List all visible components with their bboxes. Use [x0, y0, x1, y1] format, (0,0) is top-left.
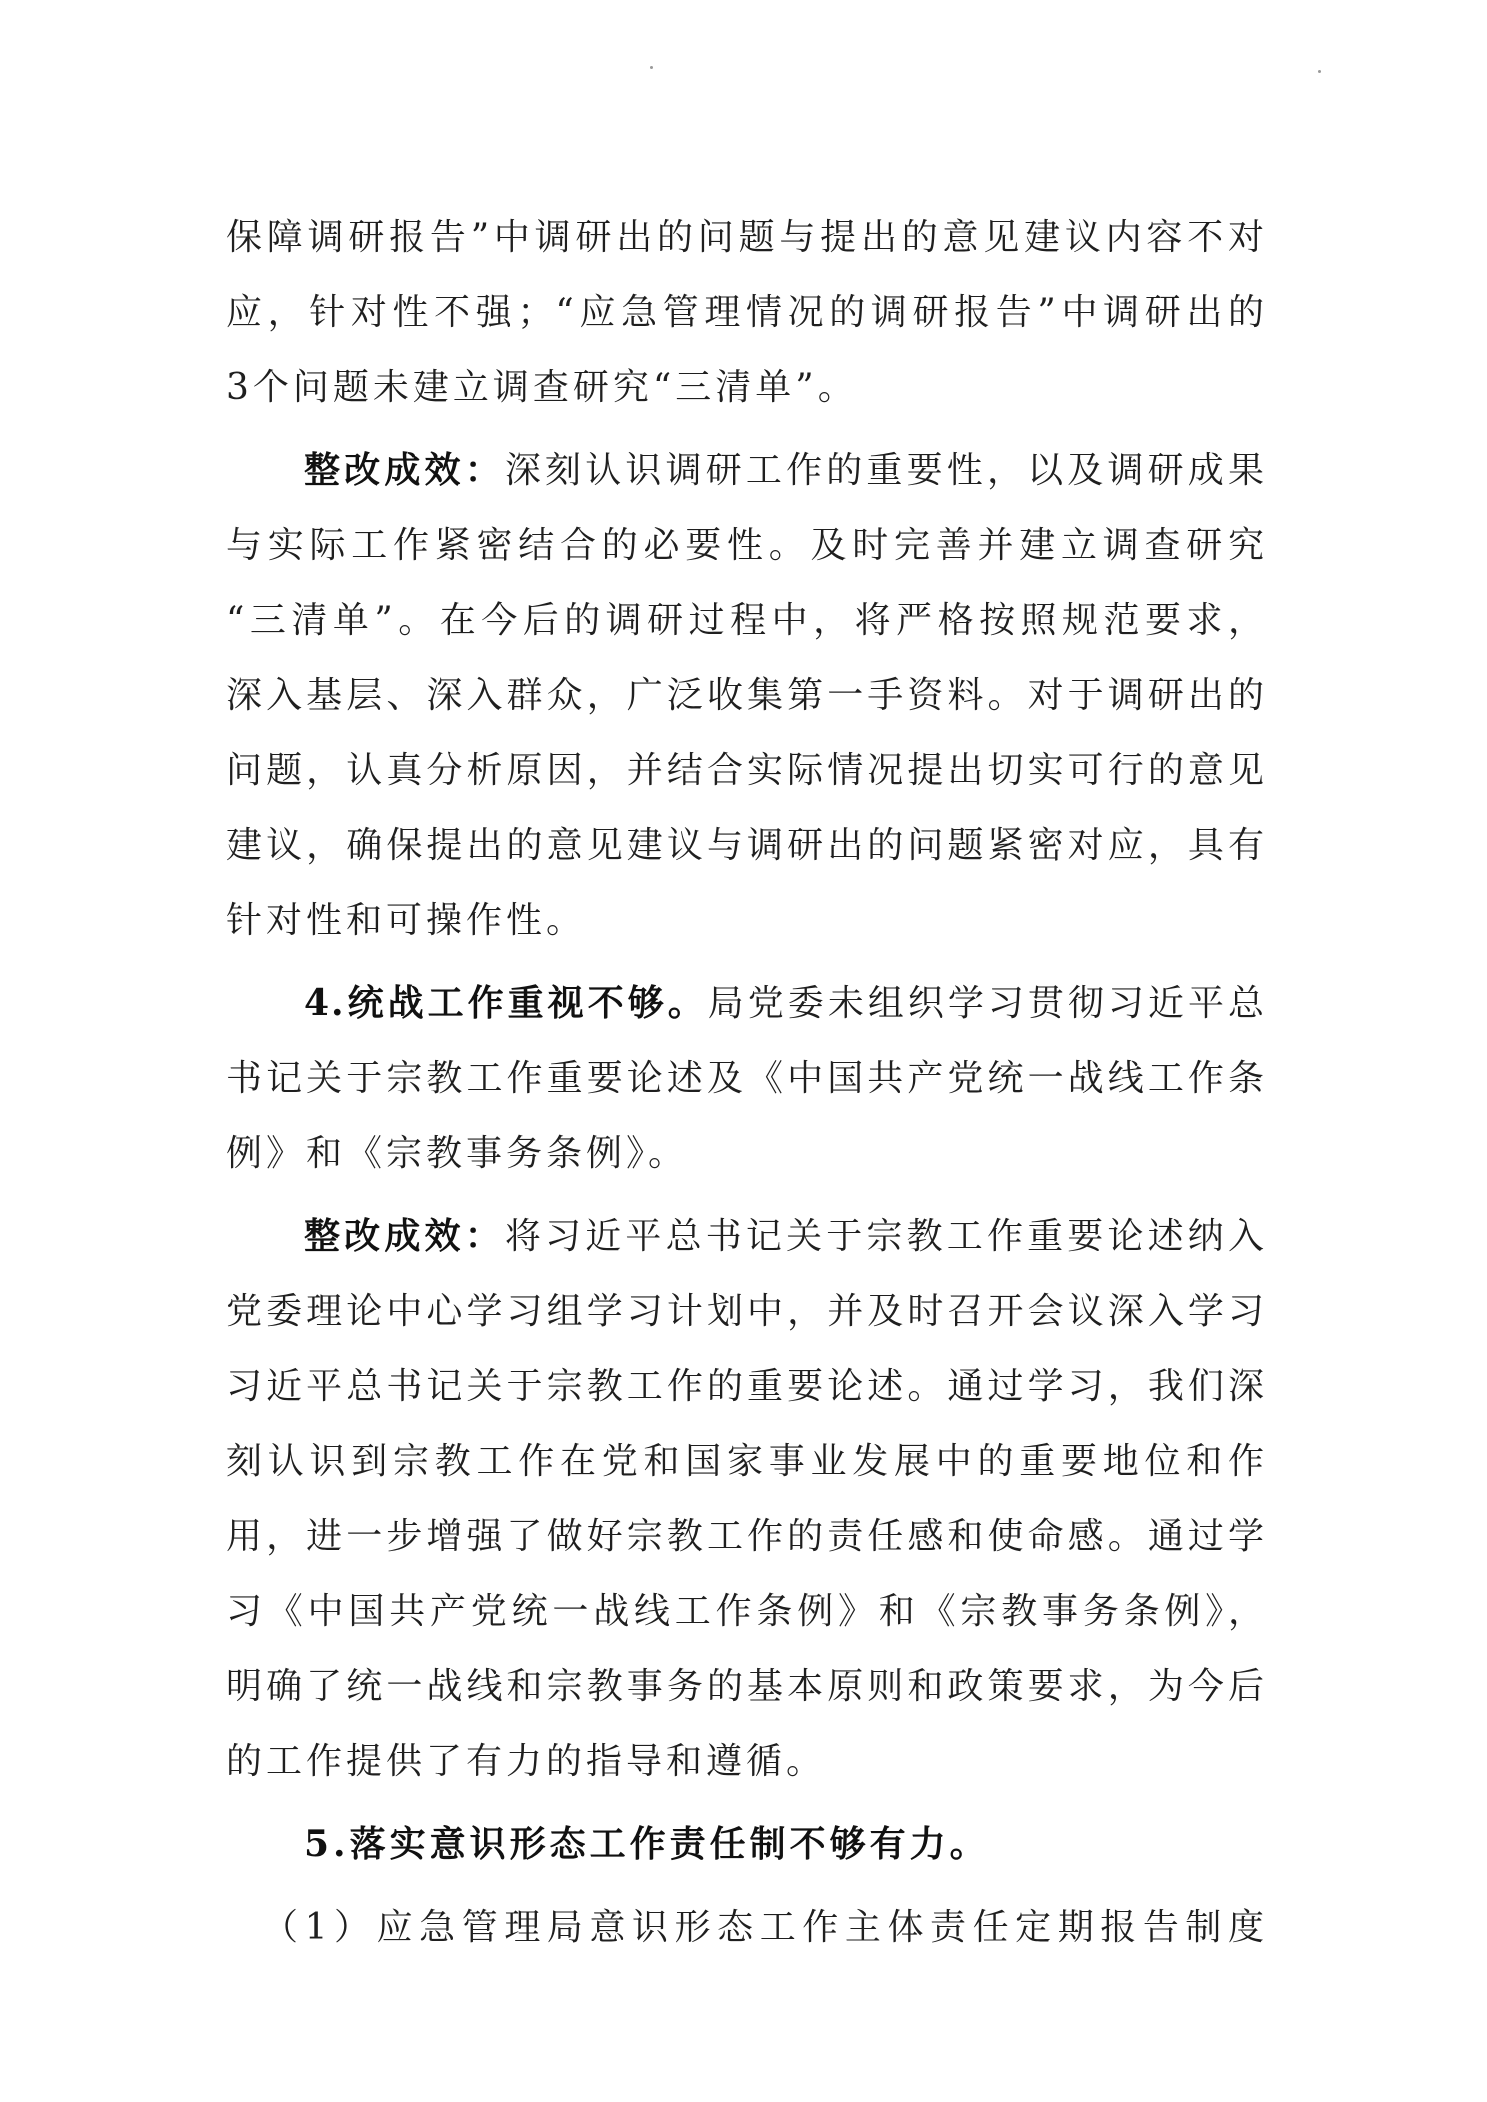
paragraph-start-line	[226, 966, 1266, 1041]
paragraph-start-line	[226, 1199, 1266, 1274]
text-line	[226, 508, 1266, 583]
line-text: 明确了统一战线和宗教事务的基本原则和政策要求，为今后	[226, 1666, 1266, 1707]
line-text: 习《中国共产党统一战线工作条例》和《宗教事务条例》，	[226, 1591, 1266, 1632]
text-line	[226, 1724, 1266, 1799]
text-line	[226, 1574, 1266, 1649]
text-line	[226, 350, 1266, 425]
section-heading-line	[226, 1807, 1266, 1882]
text-line	[226, 733, 1266, 808]
text-line	[226, 808, 1266, 883]
line-text: 深刻认识调研工作的重要性，以及调研成果	[504, 450, 1266, 491]
line-text: 刻认识到宗教工作在党和国家事业发展中的重要地位和作	[226, 1441, 1266, 1482]
line-text: 将习近平总书记关于宗教工作重要论述纳入	[504, 1216, 1266, 1257]
line-text: 深入基层、深入群众，广泛收集第一手资料。对于调研出的	[226, 675, 1266, 716]
document-body	[226, 200, 1266, 1965]
text-line	[226, 658, 1266, 733]
line-text: 应，针对性不强；“应急管理情况的调研报告”中调研出的	[226, 292, 1266, 333]
line-text: 问题，认真分析原因，并结合实际情况提出切实可行的意见	[226, 750, 1266, 791]
line-text: 局党委未组织学习贯彻习近平总	[707, 983, 1266, 1024]
line-text: 与实际工作紧密结合的必要性。及时完善并建立调查研究	[226, 525, 1266, 566]
section-lead: 整改成效：	[304, 449, 505, 491]
line-text: 习近平总书记关于宗教工作的重要论述。通过学习，我们深	[226, 1366, 1266, 1407]
line-text: 党委理论中心学习组学习计划中，并及时召开会议深入学习	[226, 1291, 1266, 1332]
line-text: 建议，确保提出的意见建议与调研出的问题紧密对应，具有	[226, 825, 1266, 866]
line-text: “三清单”。在今后的调研过程中，将严格按照规范要求，	[226, 600, 1266, 641]
paragraph-start-line	[226, 433, 1266, 508]
text-line	[226, 275, 1266, 350]
text-line	[226, 1649, 1266, 1724]
text-line	[226, 1041, 1266, 1116]
text-line	[226, 1116, 1266, 1191]
line-text: （1）应急管理局意识形态工作主体责任定期报告制度	[262, 1907, 1266, 1948]
section-heading: 4.统战工作重视不够。	[304, 982, 708, 1024]
section-lead: 整改成效：	[304, 1215, 505, 1257]
line-text: 针对性和可操作性。	[226, 900, 587, 941]
line-text: 3个问题未建立调查研究“三清单”。	[226, 367, 858, 408]
line-text: 书记关于宗教工作重要论述及《中国共产党统一战线工作条	[226, 1058, 1266, 1099]
text-line	[226, 883, 1266, 958]
subsection-line	[226, 1890, 1266, 1965]
line-text: 例》和《宗教事务条例》。	[226, 1133, 689, 1174]
line-text: 用，进一步增强了做好宗教工作的责任感和使命感。通过学	[226, 1516, 1266, 1557]
text-line	[226, 200, 1266, 275]
scan-speck	[650, 66, 653, 69]
text-line	[226, 1349, 1266, 1424]
scan-speck	[1318, 70, 1321, 73]
section-heading: 5.落实意识形态工作责任制不够有力。	[304, 1823, 990, 1865]
text-line	[226, 1274, 1266, 1349]
text-line	[226, 1499, 1266, 1574]
text-line	[226, 1424, 1266, 1499]
line-text: 保障调研报告”中调研出的问题与提出的意见建议内容不对	[226, 217, 1266, 258]
text-line	[226, 583, 1266, 658]
line-text: 的工作提供了有力的指导和遵循。	[226, 1741, 827, 1782]
